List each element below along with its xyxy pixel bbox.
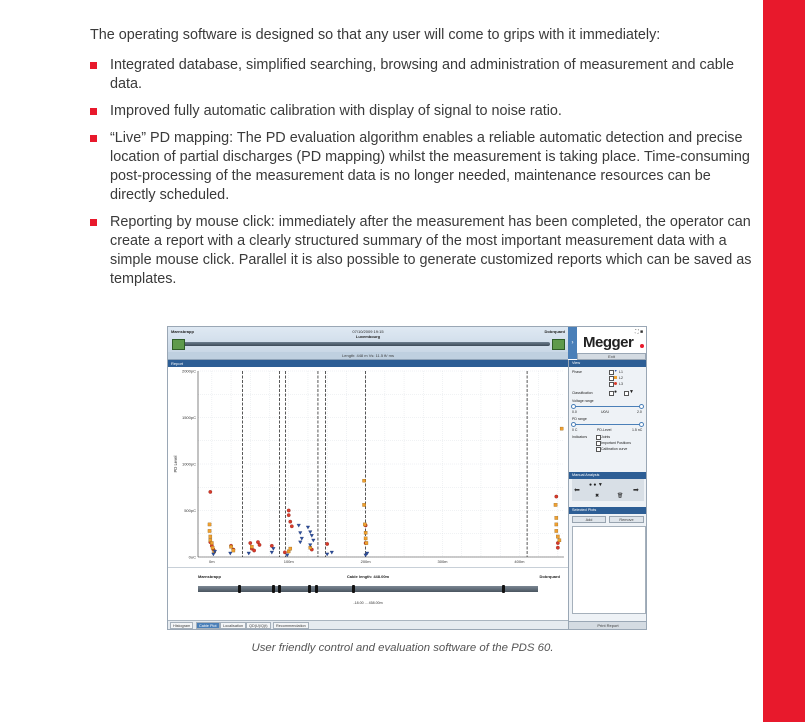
- overview-joint-marker[interactable]: [272, 585, 275, 593]
- pd-point-square: [362, 479, 365, 482]
- start-terminal-icon: [172, 339, 185, 350]
- pd-range-slider[interactable]: [572, 424, 640, 425]
- pd-point-square: [211, 546, 214, 549]
- voltage-range-label: Voltage range: [572, 399, 594, 403]
- overview-joint-marker[interactable]: [502, 585, 505, 593]
- pd-point-square: [364, 531, 367, 534]
- calibration-label: Calibration curve: [601, 447, 628, 451]
- pd-point-square: [556, 535, 559, 538]
- feature-item: [90, 213, 755, 289]
- overview-range: -18.00 ... 458.00m: [353, 601, 383, 605]
- pd-point-triangle: [310, 534, 314, 537]
- voltage-unit: U0/U: [601, 410, 609, 414]
- overview-joint-marker[interactable]: [278, 585, 281, 593]
- pd-point-circle: [289, 520, 292, 523]
- pd-point-triangle: [298, 532, 302, 535]
- pd-point-square: [208, 523, 211, 526]
- figure-caption: User friendly control and evaluation software of the PDS 60.: [251, 642, 554, 654]
- pd-min: 0 C: [572, 428, 578, 432]
- overview-start-label: Marnsbrapp: [198, 574, 221, 579]
- voltage-min: 0.0: [572, 410, 577, 414]
- feature-text: “Live” PD mapping: The PD evaluation algorithm enables a reliable automatic detection and precise location of partial discharges (PD mapping) whilst the measurement is taking place. Time-consuming post-processing of the measurement data is no longer needed, maintenance resources can be directly scheduled.: [110, 130, 750, 203]
- y-tick-label: 500pC: [184, 508, 196, 513]
- voltage-max: 2.0: [637, 410, 642, 414]
- logo-dot: [640, 344, 644, 348]
- pd-point-square: [560, 427, 563, 430]
- feature-item: [90, 56, 755, 94]
- pd-point-circle: [556, 546, 559, 549]
- cable-end-label: Dobrquard: [544, 329, 565, 334]
- pd-point-square: [289, 547, 292, 550]
- pd-point-square: [554, 503, 557, 506]
- selected-plots-title: Selected Plots: [569, 507, 647, 514]
- feature-text: Reporting by mouse click: immediately after the measurement has been completed, the operator can create a report with a clearly structured summary of the most important measurement data with a simple mouse click. Parallel it is also possible to generate customized reports which can be saved as templates.: [110, 214, 752, 287]
- pd-point-triangle: [212, 553, 216, 556]
- pd-point-circle: [283, 551, 286, 554]
- delete-icon[interactable]: ✖: [595, 493, 600, 499]
- overview-joint-marker[interactable]: [308, 585, 311, 593]
- collapse-arrow-icon[interactable]: ›: [568, 327, 577, 359]
- pd-point-circle: [270, 544, 273, 547]
- pd-point-square: [250, 545, 253, 548]
- triangle-marker-icon: ▼: [614, 369, 618, 373]
- phase-l1-label: L1: [619, 370, 623, 374]
- right-panel: [568, 360, 647, 629]
- pd-point-square: [555, 516, 558, 519]
- pd-point-circle: [252, 549, 255, 552]
- pd-point-circle: [325, 542, 328, 545]
- pd-point-circle: [290, 525, 293, 528]
- feature-item: [90, 129, 755, 205]
- voltage-range-slider[interactable]: [572, 406, 640, 407]
- tab-histogram[interactable]: Histogram: [170, 622, 193, 629]
- overview-joint-marker[interactable]: [238, 585, 241, 593]
- report-title: Report: [168, 360, 568, 367]
- feature-item: [90, 102, 755, 121]
- megger-logo: [577, 327, 646, 353]
- bullet-square-icon: [90, 108, 97, 115]
- bullet-square-icon: [90, 135, 97, 142]
- pd-point-square: [365, 541, 368, 544]
- pd-scatter-chart: [168, 367, 568, 567]
- phase-l3-label: L3: [619, 382, 623, 386]
- add-plot-button[interactable]: Add: [572, 516, 606, 523]
- pd-level-label: PD-Level: [597, 428, 612, 432]
- pd-tools-icon[interactable]: ● ● ▼: [589, 482, 603, 488]
- pd-point-triangle: [272, 547, 276, 550]
- pd-point-triangle: [308, 531, 312, 534]
- pd-point-square: [555, 529, 558, 532]
- software-screenshot: [167, 326, 647, 630]
- pd-point-square: [210, 541, 213, 544]
- overview-joint-marker[interactable]: [315, 585, 318, 593]
- tab-recommendation[interactable]: Recommendation: [273, 622, 309, 629]
- pd-mapping-plot: [168, 367, 568, 567]
- overview-end-label: Dobrquard: [539, 574, 560, 579]
- pd-point-circle: [287, 513, 290, 516]
- pd-point-circle: [258, 543, 261, 546]
- pd-max-handle[interactable]: [639, 422, 644, 427]
- pd-point-square: [208, 529, 211, 532]
- pd-cluster-icon: ●: [614, 389, 618, 395]
- end-terminal-icon: [552, 339, 565, 350]
- pd-point-square: [363, 523, 366, 526]
- pd-point-circle: [249, 541, 252, 544]
- voltage-max-handle[interactable]: [639, 404, 644, 409]
- x-tick-label: 300m: [437, 559, 448, 564]
- view-section-title: View: [569, 360, 647, 367]
- x-tick-label: 200m: [360, 559, 371, 564]
- pd-range-label: PD range: [572, 417, 587, 421]
- circle-marker-icon: [614, 382, 617, 385]
- pd-point-triangle: [306, 526, 310, 529]
- feature-list: [90, 56, 755, 297]
- joints-label: Joints: [601, 435, 611, 439]
- print-report-button[interactable]: Print Report: [569, 621, 647, 630]
- pd-point-circle: [555, 495, 558, 498]
- y-axis-label: PD Level: [173, 455, 178, 473]
- feature-text: Integrated database, simplified searching, browsing and administration of measurement and cable data.: [110, 57, 734, 92]
- pd-max: 1.5 nC: [632, 428, 643, 432]
- arrow-right-icon[interactable]: ➡: [633, 487, 639, 494]
- pd-point-triangle: [270, 551, 274, 554]
- pd-point-circle: [209, 490, 212, 493]
- pd-point-square: [229, 545, 232, 548]
- cable-header: [168, 327, 568, 360]
- pd-single-icon: ▼: [629, 389, 634, 395]
- pd-point-square: [362, 503, 365, 506]
- view-tabs: [168, 620, 568, 630]
- pd-point-triangle: [228, 552, 232, 555]
- pd-point-circle: [287, 509, 290, 512]
- square-marker-icon: [614, 376, 617, 379]
- y-tick-label: 2000pC: [181, 368, 196, 374]
- tab-localisation[interactable]: Localisation: [220, 622, 246, 629]
- pd-point-square: [558, 539, 561, 542]
- bullet-square-icon: [90, 62, 97, 69]
- pd-point-triangle: [300, 537, 304, 540]
- measurement-location: Luxembourg: [355, 334, 381, 339]
- cable-length-info: Length: 448 m Vs: 11.5 ft/ ms: [168, 352, 568, 359]
- window-controls-icon[interactable]: ⛶ ■: [635, 329, 643, 335]
- bullet-square-icon: [90, 219, 97, 226]
- arrow-left-icon[interactable]: ⬅: [574, 487, 580, 494]
- y-tick-label: 1000pC: [181, 461, 196, 467]
- tab-cable-plot[interactable]: Cable Plot: [196, 622, 220, 629]
- pd-point-triangle: [330, 551, 334, 554]
- pd-point-square: [364, 537, 367, 540]
- measurement-date: 07/10/2009 19:15: [352, 329, 384, 334]
- important-positions-label: Important Positions: [601, 441, 631, 445]
- selected-plots-list[interactable]: [572, 526, 646, 614]
- pd-min-handle[interactable]: [571, 422, 576, 427]
- brand-sidebar-bar: [763, 0, 805, 722]
- manual-analysis-title: Manual Analysis: [569, 472, 647, 479]
- cable-start-label: Marnsbrapp: [171, 329, 194, 334]
- phase-label: Phase: [572, 370, 582, 374]
- feature-text: Improved fully automatic calibration with display of signal to noise ratio.: [110, 103, 562, 119]
- remove-plot-button[interactable]: Remove: [609, 516, 644, 523]
- pd-point-square: [555, 523, 558, 526]
- overview-length-label: Cable length: 448.00m: [346, 574, 390, 579]
- x-tick-label: 0m: [209, 559, 215, 564]
- intro-paragraph: The operating software is designed so that any user will come to grips with it immediately:: [90, 27, 661, 44]
- y-tick-label: 1500pC: [181, 415, 196, 420]
- cable-overview: [168, 567, 568, 621]
- trash-icon[interactable]: 🗑: [617, 493, 624, 499]
- cable-overview-strip[interactable]: [198, 586, 538, 592]
- classification-label: Classification: [572, 391, 593, 395]
- tab-qd[interactable]: QD(U)/Q(t): [246, 622, 271, 629]
- pd-point-triangle: [297, 524, 301, 527]
- pd-point-triangle: [298, 541, 302, 544]
- y-tick-label: 0uC: [188, 554, 196, 560]
- pd-point-square: [232, 549, 235, 552]
- x-tick-label: 400m: [514, 559, 525, 564]
- x-tick-label: 100m: [283, 559, 294, 564]
- exit-button[interactable]: Exit: [577, 353, 646, 360]
- pd-point-square: [209, 535, 212, 538]
- pd-point-triangle: [247, 552, 251, 555]
- logo-text: Megger: [583, 334, 634, 351]
- pd-point-triangle: [312, 539, 316, 542]
- voltage-min-handle[interactable]: [571, 404, 576, 409]
- indicators-label: Indicators: [572, 435, 588, 439]
- phase-l2-label: L2: [619, 376, 623, 380]
- cable-graphic: [180, 342, 550, 346]
- overview-joint-marker[interactable]: [352, 585, 355, 593]
